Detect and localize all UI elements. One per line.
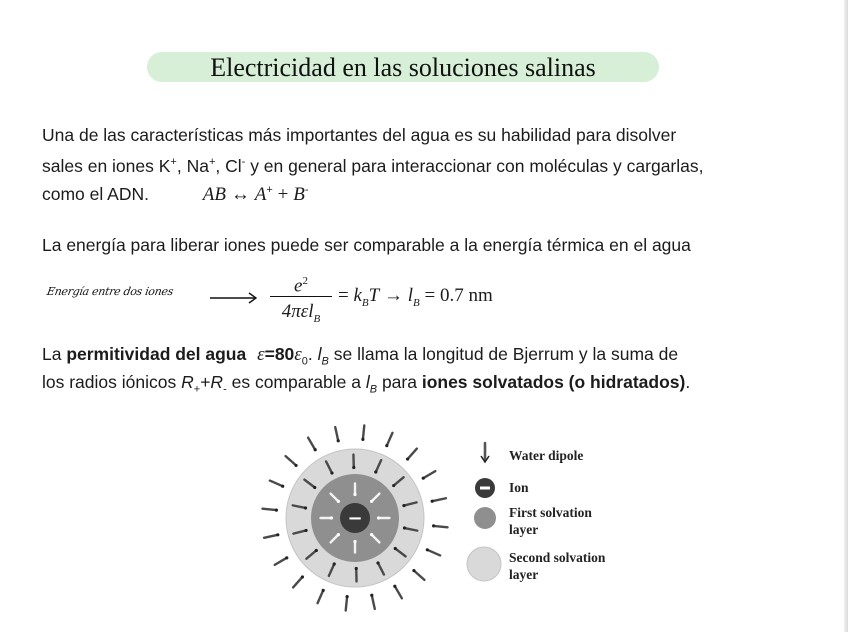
legend-second-layer-line2: layer xyxy=(509,567,539,582)
paragraph-1-line-2 xyxy=(42,149,832,180)
dipole-head xyxy=(304,529,307,532)
dipole-head xyxy=(330,516,333,519)
paragraph-3-line-1: La permitividad del agua $\varepsilon=80\varepsilon_0$. $l_B$ se llama la longitud de Bjerrum y la suma de xyxy=(42,344,679,368)
second-layer-legend-icon xyxy=(466,546,502,582)
water-dipole-icon xyxy=(286,456,296,465)
text: , Cl xyxy=(215,155,242,176)
fraction-numerator: $e^2$ xyxy=(294,275,308,297)
dipole-head xyxy=(374,470,377,473)
dipole-head xyxy=(431,500,434,503)
page-edge xyxy=(844,0,848,632)
text: Una de las características más importantes del agua es su habilidad para disolver xyxy=(42,125,677,145)
legend-first-layer-line1: First solvation xyxy=(509,505,592,520)
ion-charge: − xyxy=(347,508,363,529)
legend-first-layer-line2: layer xyxy=(509,522,539,537)
legend-water-dipole: Water dipole xyxy=(509,448,584,463)
water-dipole-icon xyxy=(363,425,364,439)
dipole-head xyxy=(403,526,406,529)
reaction-anion: B xyxy=(293,183,305,205)
dipole-head xyxy=(337,533,340,536)
superscript: + xyxy=(266,184,273,196)
handwritten-note: Energía entre dos iones xyxy=(45,285,175,298)
superscript: + xyxy=(170,156,177,168)
dipole-head xyxy=(402,504,405,507)
superscript: + xyxy=(208,156,216,168)
water-dipole-icon xyxy=(372,595,375,609)
dipole-head xyxy=(314,448,317,451)
dipole-head xyxy=(361,438,364,441)
dipole-head xyxy=(376,561,379,564)
water-dipole-icon xyxy=(270,481,283,487)
dipole-head xyxy=(313,486,316,489)
dipole-head xyxy=(355,567,358,570)
legend-second-layer-line1: Second solvation xyxy=(509,550,606,565)
dipole-head xyxy=(385,444,388,447)
bold-term: permitividad del agua xyxy=(66,344,247,364)
dipole-head xyxy=(304,506,307,509)
dipole-head xyxy=(315,549,318,552)
dipole-head xyxy=(370,594,373,597)
water-dipole-icon xyxy=(476,441,494,465)
paragraph-2: La energía para liberar iones puede ser comparable a la energía térmica en el agua xyxy=(42,235,691,255)
dipole-head xyxy=(333,562,336,565)
reaction-reactant: AB xyxy=(202,183,226,205)
paragraph-1-line-3 xyxy=(42,177,832,208)
dipole-head xyxy=(412,569,415,572)
legend-second-layer xyxy=(509,549,605,583)
dipole-head xyxy=(337,439,340,442)
dipole-head xyxy=(394,547,397,550)
dipole-head xyxy=(337,500,340,503)
paragraph-1-line-1 xyxy=(42,122,832,149)
water-dipole-icon xyxy=(387,433,393,446)
ion-legend-icon xyxy=(474,477,496,499)
title-highlight xyxy=(147,52,659,82)
energy-fraction xyxy=(270,268,332,325)
water-dipole-icon xyxy=(414,571,424,580)
first-layer-legend-icon xyxy=(473,506,497,530)
superscript: - xyxy=(241,156,246,168)
text: y en general para interaccionar con moléculas y cargarlas, xyxy=(245,155,704,176)
bold-term: iones solvatados (o hidratados) xyxy=(421,372,686,392)
dipole-head xyxy=(370,500,373,503)
dipole-head xyxy=(353,540,356,543)
water-dipole-icon xyxy=(293,577,302,587)
dipole-head xyxy=(353,493,356,496)
dipole-head xyxy=(377,516,380,519)
solvation-diagram xyxy=(255,418,455,618)
reaction-cation: A xyxy=(254,183,267,205)
dipole-head xyxy=(393,585,396,588)
dipole-head xyxy=(322,589,325,592)
dipole-head xyxy=(346,595,349,598)
long-arrow-icon xyxy=(209,291,259,305)
dipole-head xyxy=(285,556,288,559)
dipole-head xyxy=(352,466,355,469)
slide-title: Electricidad en las soluciones salinas xyxy=(210,53,596,82)
legend-first-layer xyxy=(509,504,592,538)
dipole-head xyxy=(281,485,284,488)
fraction-denominator: 4πεl$_B$ xyxy=(281,301,321,325)
dipole-head xyxy=(275,509,278,512)
water-dipole-icon xyxy=(432,498,446,501)
water-dipole-icon xyxy=(395,586,402,598)
water-dipole-icon xyxy=(308,438,315,450)
legend-ion: Ion xyxy=(509,480,529,495)
water-dipole-icon xyxy=(408,449,417,459)
water-dipole-icon xyxy=(346,597,347,611)
reaction-plus: + xyxy=(277,183,289,205)
text: , Na xyxy=(176,155,209,176)
dipole-head xyxy=(294,464,297,467)
dipole-head xyxy=(330,471,333,474)
text: sales en iones K xyxy=(42,155,171,176)
reaction-arrow: ↔ xyxy=(230,183,250,205)
dipole-head xyxy=(392,484,395,487)
dipole-head xyxy=(301,575,304,578)
dipole-head xyxy=(406,457,409,460)
dipole-head xyxy=(432,524,435,527)
paragraph-3-line-2: los radios iónicos $R_++R_-$ es comparable a $l_B$ para iones solvatados (o hidratados). xyxy=(42,372,691,396)
dipole-head xyxy=(422,477,425,480)
water-dipole-icon xyxy=(423,471,435,478)
water-dipole-icon xyxy=(335,427,338,441)
text: como el ADN. xyxy=(42,183,149,204)
water-dipole-icon xyxy=(275,558,287,565)
water-dipole-icon xyxy=(262,509,276,510)
water-dipole-icon xyxy=(427,550,440,556)
dipole-head xyxy=(426,548,429,551)
equation-rhs: = $k_BT \to l_B = 0.7$ nm xyxy=(338,285,493,309)
superscript: - xyxy=(304,184,309,196)
water-dipole-icon xyxy=(264,535,278,538)
water-dipole-icon xyxy=(318,590,324,603)
dipole-head xyxy=(276,533,279,536)
dipole-head xyxy=(370,533,373,536)
water-dipole-icon xyxy=(434,526,448,527)
